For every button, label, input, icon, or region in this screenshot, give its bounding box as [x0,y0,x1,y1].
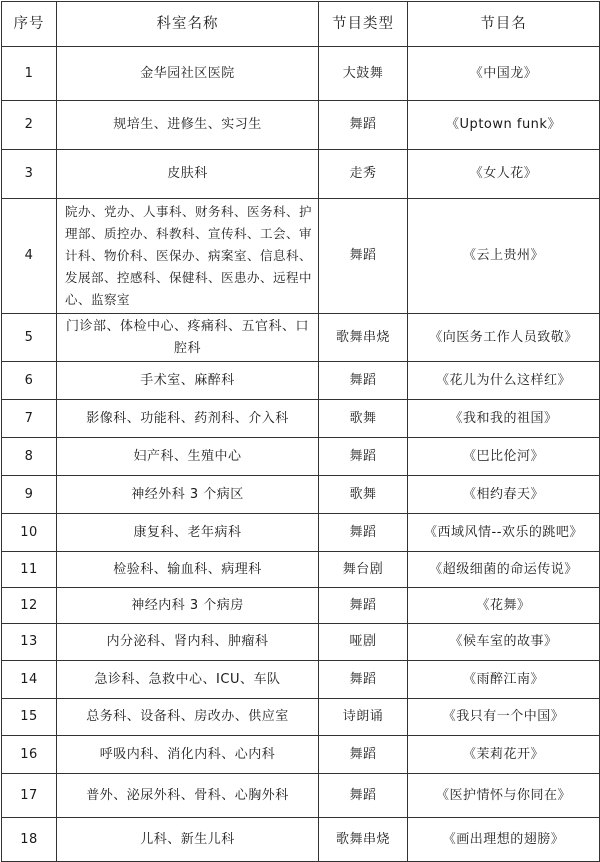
table-row [2,624,600,661]
row-no: 10 [2,514,57,552]
row-dept: 内分泌科、肾内科、肿瘤科 [57,624,319,661]
row-title: 《云上贵州》 [408,199,600,314]
row-no: 9 [2,476,57,514]
row-dept: 金华园社区医院 [57,47,319,101]
row-dept: 院办、党办、人事科、财务科、医务科、护理部、质控办、科教科、宣传科、工会、审计科、物价科、医保办、病案室、信息科、发展部、控感科、保健科、医患办、远程中心、监察室 [57,199,319,314]
table-row [2,774,600,818]
row-type: 舞蹈 [319,588,408,624]
table-row [2,400,600,438]
row-title: 《女人花》 [408,150,600,199]
table-row [2,588,600,624]
row-no: 11 [2,552,57,588]
table-row [2,101,600,150]
table-row [2,514,600,552]
row-no: 7 [2,400,57,438]
row-title: 《医护情怀与你同在》 [408,774,600,818]
row-no: 5 [2,314,57,362]
row-type: 舞蹈 [319,774,408,818]
row-no: 3 [2,150,57,199]
table-row [2,699,600,736]
row-dept: 急诊科、急救中心、ICU、车队 [57,661,319,699]
row-dept: 影像科、功能科、药剂科、介入科 [57,400,319,438]
row-type: 哑剧 [319,624,408,661]
row-title: 《西域风情--欢乐的跳吧》 [408,514,600,552]
row-no: 14 [2,661,57,699]
row-no: 17 [2,774,57,818]
row-dept: 皮肤科 [57,150,319,199]
row-title: 《中国龙》 [408,47,600,101]
row-type: 舞蹈 [319,661,408,699]
row-no: 15 [2,699,57,736]
row-title: 《雨醉江南》 [408,661,600,699]
row-dept: 神经外科 3 个病区 [57,476,319,514]
row-type: 舞蹈 [319,438,408,476]
header-type: 节目类型 [319,2,408,47]
row-title: 《画出理想的翅膀》 [408,818,600,862]
row-title: 《向医务工作人员致敬》 [408,314,600,362]
row-no: 12 [2,588,57,624]
row-no: 18 [2,818,57,862]
row-title: 《巴比伦河》 [408,438,600,476]
table-row [2,47,600,101]
row-type: 歌舞串烧 [319,314,408,362]
row-dept: 呼吸内科、消化内科、心内科 [57,736,319,774]
header-title: 节目名 [408,2,600,47]
row-type: 舞蹈 [319,736,408,774]
row-no: 2 [2,101,57,150]
row-type: 舞蹈 [319,199,408,314]
row-type: 舞台剧 [319,552,408,588]
program-table [1,1,600,862]
table-row [2,552,600,588]
table-row [2,199,600,314]
row-title: 《相约春天》 [408,476,600,514]
row-type: 诗朗诵 [319,699,408,736]
table-row [2,661,600,699]
row-no: 1 [2,47,57,101]
row-type: 走秀 [319,150,408,199]
header-no: 序号 [2,2,57,47]
row-dept: 总务科、设备科、房改办、供应室 [57,699,319,736]
row-type: 舞蹈 [319,362,408,400]
row-type: 歌舞 [319,476,408,514]
row-no: 8 [2,438,57,476]
row-title: 《候车室的故事》 [408,624,600,661]
row-title: 《Uptown funk》 [408,101,600,150]
row-dept: 检验科、输血科、病理科 [57,552,319,588]
table-row [2,736,600,774]
row-type: 大鼓舞 [319,47,408,101]
row-dept: 门诊部、体检中心、疼痛科、五官科、口腔科 [57,314,319,362]
row-type: 歌舞 [319,400,408,438]
row-title: 《花舞》 [408,588,600,624]
row-no: 13 [2,624,57,661]
table-row [2,150,600,199]
row-dept: 儿科、新生儿科 [57,818,319,862]
row-dept: 规培生、进修生、实习生 [57,101,319,150]
row-no: 16 [2,736,57,774]
row-title: 《我和我的祖国》 [408,400,600,438]
row-title: 《我只有一个中国》 [408,699,600,736]
row-title: 《茉莉花开》 [408,736,600,774]
header-row [2,2,600,47]
table-row [2,476,600,514]
row-no: 6 [2,362,57,400]
row-title: 《超级细菌的命运传说》 [408,552,600,588]
row-type: 歌舞串烧 [319,818,408,862]
row-no: 4 [2,199,57,314]
row-title: 《花儿为什么这样红》 [408,362,600,400]
row-dept: 普外、泌尿外科、骨科、心胸外科 [57,774,319,818]
row-type: 舞蹈 [319,514,408,552]
table-row [2,438,600,476]
row-dept: 妇产科、生殖中心 [57,438,319,476]
row-dept: 神经内科 3 个病房 [57,588,319,624]
header-dept: 科室名称 [57,2,319,47]
table-row [2,362,600,400]
row-type: 舞蹈 [319,101,408,150]
row-dept: 手术室、麻醉科 [57,362,319,400]
table-row [2,314,600,362]
row-dept: 康复科、老年病科 [57,514,319,552]
